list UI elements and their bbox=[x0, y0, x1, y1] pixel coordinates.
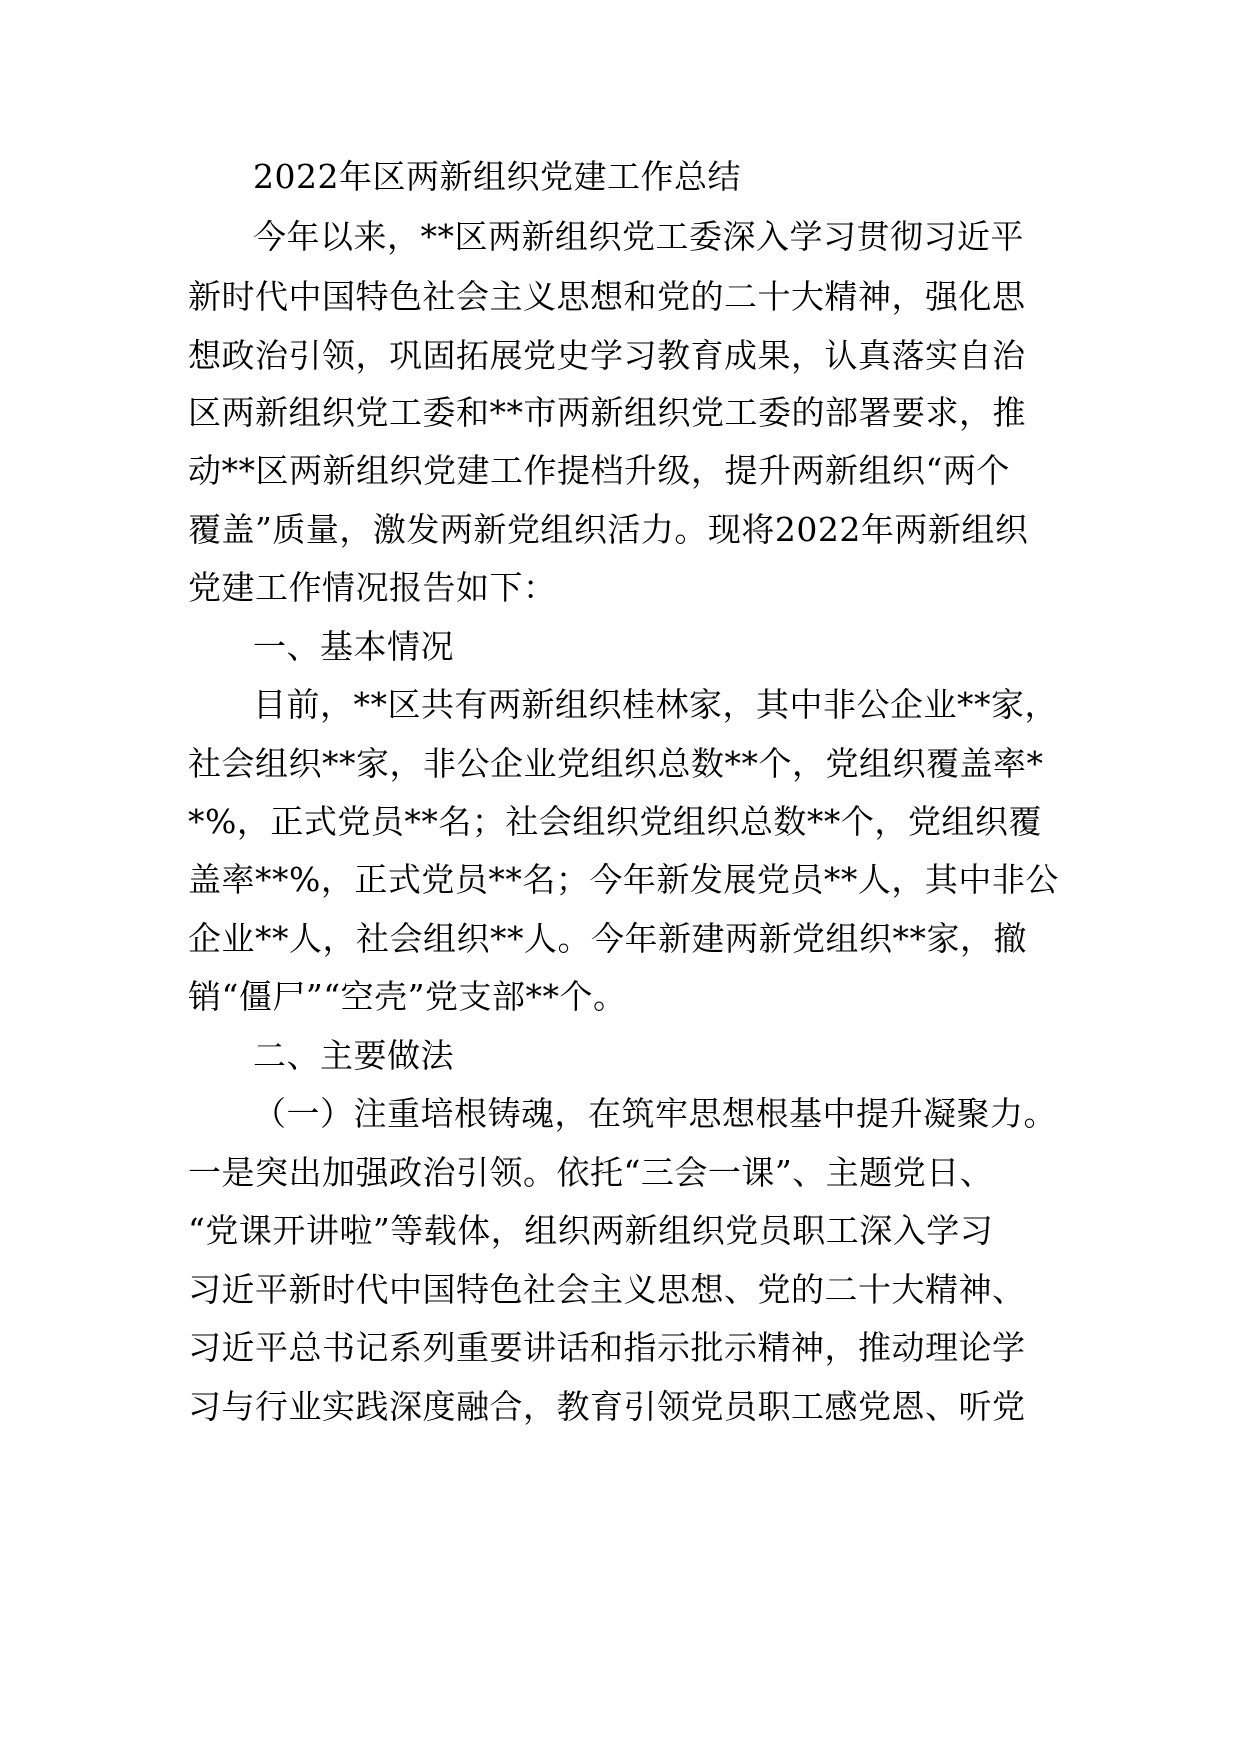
paragraph-line: 新时代中国特色社会主义思想和党的二十大精神，强化思 bbox=[188, 277, 1026, 316]
paragraph-line: 社会组织**家，非公企业党组织总数**个，党组织覆盖率* bbox=[188, 744, 1044, 783]
paragraph-line: 盖率**%，正式党员**名；今年新发展党员**人，其中非公 bbox=[188, 860, 1059, 899]
paragraph-line: 今年以来，**区两新组织党工委深入学习贯彻习近平 bbox=[253, 217, 1024, 256]
paragraph-line: 习近平总书记系列重要讲话和指示批示精神，推动理论学 bbox=[188, 1328, 1026, 1367]
paragraph-line: 企业**人，社会组织**人。今年新建两新党组织**家，撤 bbox=[188, 919, 1027, 958]
paragraph-line: “党课开讲啦”等载体，组织两新组织党员职工深入学习 bbox=[188, 1211, 994, 1250]
subsection-heading: （一）注重培根铸魂，在筑牢思想根基中提升凝聚力。 bbox=[253, 1094, 1057, 1133]
paragraph-line: 动**区两新组织党建工作提档升级，提升两新组织“两个 bbox=[188, 451, 1010, 490]
document-title: 2022年区两新组织党建工作总结 bbox=[253, 157, 741, 196]
paragraph-line: 党建工作情况报告如下： bbox=[188, 568, 557, 607]
paragraph-line: 想政治引领，巩固拓展党史学习教育成果，认真落实自治 bbox=[188, 336, 1026, 375]
paragraph-line: 目前，**区共有两新组织桂林家，其中非公企业**家， bbox=[253, 685, 1058, 724]
paragraph-line: 区两新组织党工委和**市两新组织党工委的部署要求，推 bbox=[188, 393, 1026, 432]
section-heading: 一、基本情况 bbox=[253, 627, 454, 666]
section-heading: 二、主要做法 bbox=[253, 1036, 454, 1075]
paragraph-line: 覆盖”质量，激发两新党组织活力。现将2022年两新组织 bbox=[188, 510, 1029, 549]
paragraph-line: 销“僵尸”“空壳”党支部**个。 bbox=[188, 977, 627, 1016]
paragraph-line: *%，正式党员**名；社会组织党组织总数**个，党组织覆 bbox=[188, 802, 1042, 841]
paragraph-line: 习近平新时代中国特色社会主义思想、党的二十大精神、 bbox=[188, 1270, 1026, 1309]
paragraph-line: 习与行业实践深度融合，教育引领党员职工感党恩、听党 bbox=[188, 1387, 1026, 1426]
paragraph-line: 一是突出加强政治引领。依托“三会一课”、主题党日、 bbox=[188, 1153, 994, 1192]
